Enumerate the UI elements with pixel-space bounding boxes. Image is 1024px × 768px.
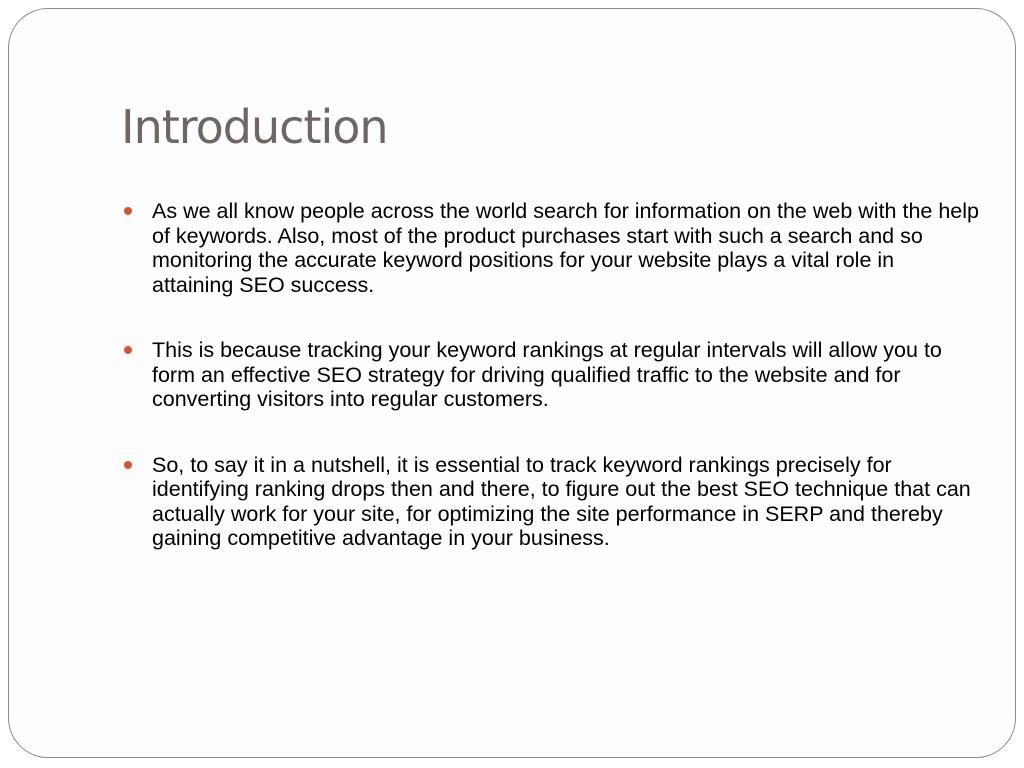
- slide: [8, 8, 1016, 758]
- bullet-list: [121, 199, 981, 592]
- bullet-dot-icon: [124, 461, 132, 469]
- bullet-item: [121, 338, 981, 412]
- slide-title: Introduction: [121, 100, 388, 154]
- bullet-text: This is because tracking your keyword rankings at regular intervals will allow you to form an effective SEO strategy for driving qualified traffic to the website and for converting visitors into regular customers.: [152, 338, 942, 411]
- bullet-item: [121, 453, 981, 551]
- bullet-text: So, to say it in a nutshell, it is essential to track keyword rankings precisely for identifying ranking drops then and there, to figure out the best SEO technique that can actually work for your site, for optimizing the site performance in SERP and thereby gaining competitive advantage in your business.: [152, 452, 971, 550]
- bullet-dot-icon: [124, 207, 132, 215]
- bullet-text: As we all know people across the world search for information on the web with the help of keywords. Also, most of the product purchases start with such a search and so monitoring the accurate keyword positions for your website plays a vital role in attaining SEO success.: [152, 199, 979, 297]
- bullet-item: [121, 199, 981, 297]
- bullet-dot-icon: [124, 346, 132, 354]
